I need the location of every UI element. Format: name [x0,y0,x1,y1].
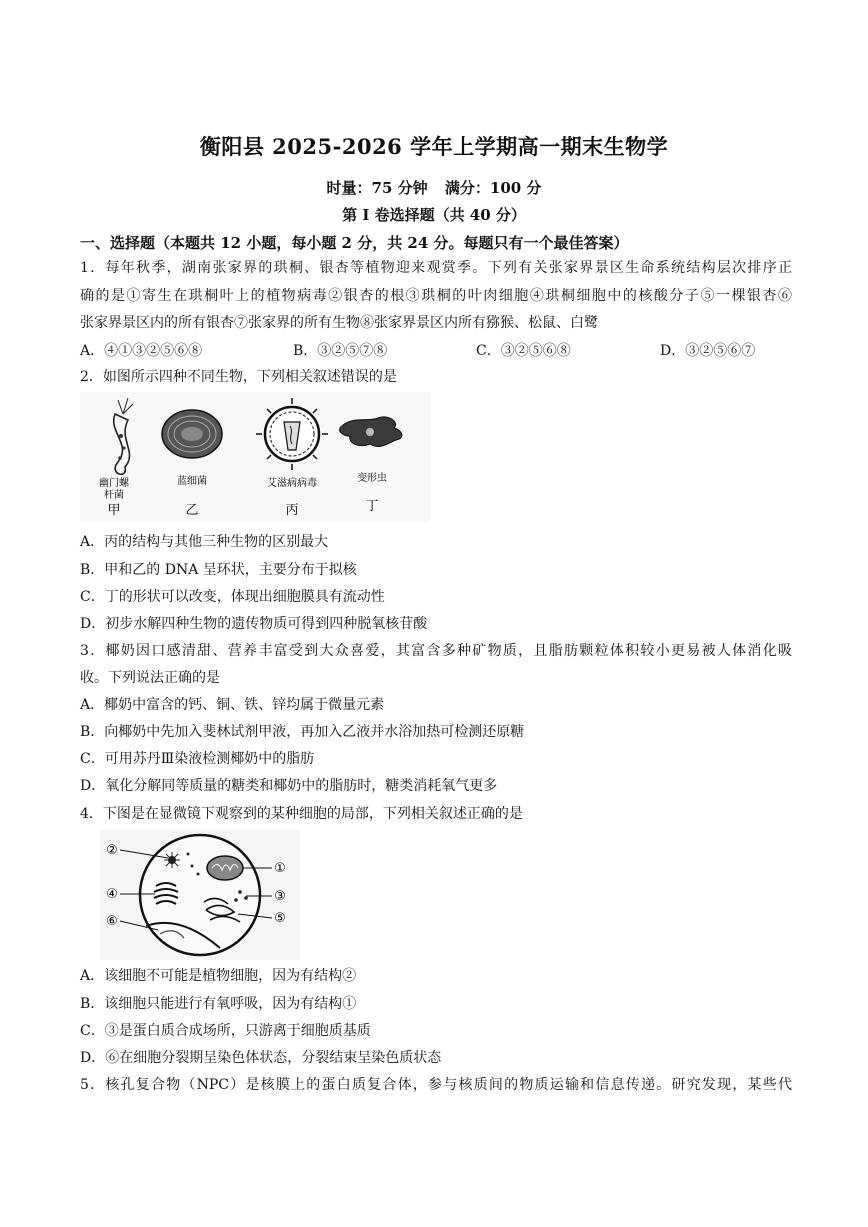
hiv-drawing [256,398,328,470]
centrosome-drawing [164,852,180,868]
label-ding: 丁 [365,499,379,514]
q4-figure [100,830,300,960]
caption-amoeba: 变形虫 [357,473,387,484]
q2-stem: 2．如图所示四种不同生物，下列相关叙述错误的是 [80,369,397,385]
marker-3: ③ [274,889,286,904]
q4-option-b: B．该细胞只能进行有氧呼吸，因为有结构① [80,996,357,1012]
q1-stem-line3: 张家界景区内的所有银杏⑦张家界的所有生物⑧张家界景区内所有猕猴、松鼠、白鹭 [80,315,598,331]
q4-option-d: D．⑥在细胞分裂期呈染色体状态，分裂结束呈染色质状态 [80,1050,442,1066]
q1-option-d: D．③②⑤⑥⑦ [660,343,756,359]
label-bing: 丙 [285,503,299,518]
q2-option-c: C．丁的形状可以改变，体现出细胞膜具有流动性 [80,589,385,605]
q2-option-a: A．丙的结构与其他三种生物的区别最大 [80,534,329,550]
q2-figure [80,392,430,522]
q4-cell-illustration [100,830,300,960]
exam-time: 时量：75 分钟 [326,179,428,197]
label-yi: 乙 [185,503,199,518]
q4-option-a: A．该细胞不可能是植物细胞，因为有结构② [80,968,357,984]
q2-option-b: B．甲和乙的 DNA 呈环状，主要分布于拟核 [80,562,357,578]
marker-4: ④ [106,887,118,902]
q4-option-c: C．③是蛋白质合成场所，只游离于细胞质基质 [80,1023,371,1039]
q1-option-c: C．③②⑤⑥⑧ [476,343,571,359]
q1-option-a: A．④①③②⑤⑥⑧ [80,343,203,359]
exam-meta [0,177,868,198]
amoeba-drawing [340,417,402,447]
marker-1: ① [274,861,286,876]
q3-stem-line2: 收。下列说法正确的是 [80,670,220,686]
q3-option-a: A．椰奶中富含的钙、铜、铁、锌均属于微量元素 [80,697,385,713]
q1-stem-line2: 确的是①寄生在珙桐叶上的植物病毒②银杏的根③珙桐的叶肉细胞④珙桐细胞中的核酸分子⑤一棵银杏⑥ [80,288,792,304]
marker-2: ② [106,843,118,858]
q1-option-b: B．③②⑤⑦⑧ [293,343,388,359]
q2-option-d: D．初步水解四种生物的遗传物质可得到四种脱氧核苷酸 [80,616,428,632]
helicobacter-drawing [114,398,133,474]
q3-option-d: D．氧化分解同等质量的糖类和椰奶中的脂肪时，糖类消耗氧气更多 [80,778,498,794]
q4-stem: 4．下图是在显微镜下观察到的某种细胞的局部，下列相关叙述正确的是 [80,806,523,822]
caption-helicobacter-1: 幽门螺 [99,478,129,489]
q1-stem-line1: 1．每年秋季，湖南张家界的珙桐、银杏等植物迎来观赏季。下列有关张家界景区生命系统结构层次排序正 [80,260,792,276]
caption-cyanobacterium: 蓝细菌 [177,476,207,487]
mitochondrion-drawing [207,856,243,880]
page-title: 衡阳县 2025-2026 学年上学期高一期末生物学 [199,134,669,159]
cyanobacterium-drawing [162,410,222,458]
marker-6: ⑥ [106,914,118,929]
section-heading: 一、选择题（本题共 12 小题，每小题 2 分，共 24 分。每题只有一个最佳答案） [80,234,629,252]
q3-option-b: B．向椰奶中先加入斐林试剂甲液，再加入乙液并水浴加热可检测还原糖 [80,724,525,740]
marker-5: ⑤ [274,911,286,926]
caption-helicobacter-2: 杆菌 [104,490,124,501]
caption-hiv: 艾滋病病毒 [267,478,317,489]
q5-stem-line1: 5．核孔复合物（NPC）是核膜上的蛋白质复合体，参与核质间的物质运输和信息传递。研究发现，某些代 [80,1077,792,1093]
q2-organisms-illustration [80,392,430,522]
q3-stem-line1: 3．椰奶因口感清甜、营养丰富受到大众喜爱，其富含多种矿物质，且脂肪颗粒体积较小更易被人体消化吸 [80,643,792,659]
exam-score: 满分：100 分 [444,179,542,197]
label-jia: 甲 [107,503,121,518]
q3-option-c: C．可用苏丹Ⅲ染液检测椰奶中的脂肪 [80,751,315,767]
part-heading: 第 I 卷选择题（共 40 分） [342,206,526,224]
